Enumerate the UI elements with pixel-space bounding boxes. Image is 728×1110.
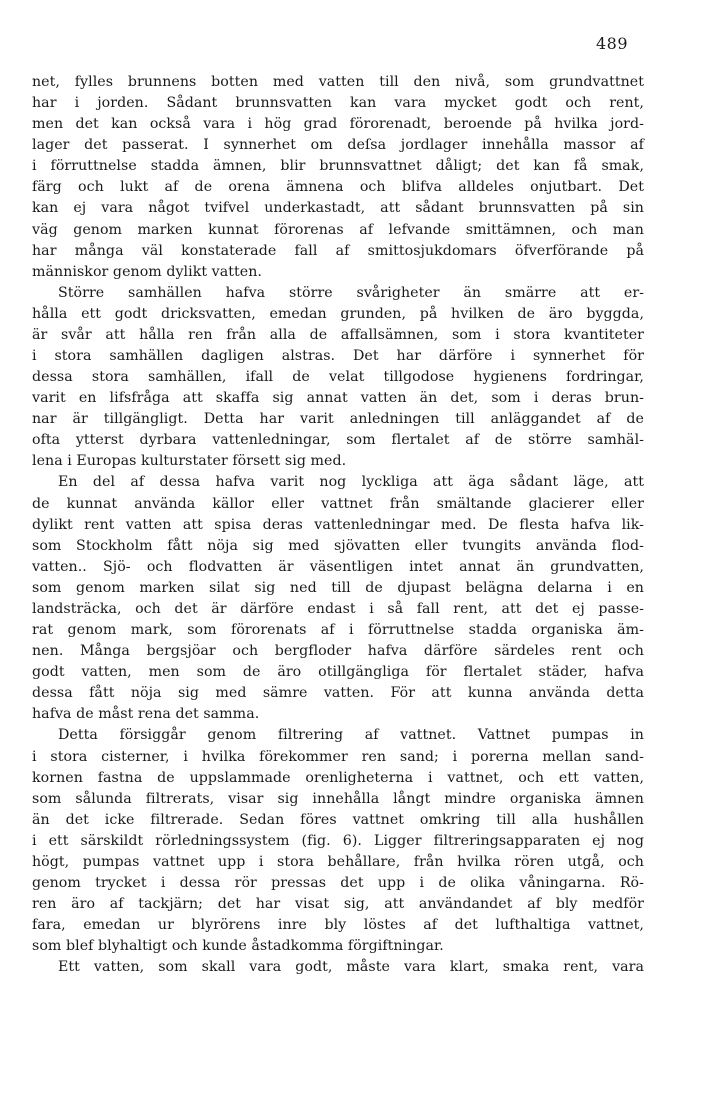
text-line: människor genom dylikt vatten. bbox=[32, 263, 262, 280]
text-line: än det icke filtrerade. Sedan föres vattnet omkring till alla hushållen bbox=[32, 811, 644, 828]
text-line: som sålunda filtrerats, visar sig innehålla långt mindre organiska ämnen bbox=[32, 790, 644, 807]
text-line: färg och lukt af de orena ämnena och blifva alldeles onjutbart. Det bbox=[32, 179, 644, 196]
text-line: genom trycket i dessa rör pressas det upp i de olika våningarna. Rö- bbox=[32, 874, 644, 891]
text-line: varit en lifsfråga att skaffa sig annat vatten än det, som i deras brun- bbox=[32, 390, 644, 407]
text-line: nen. Många bergsjöar och bergfloder hafva därföre särdeles rent och bbox=[32, 643, 644, 660]
text-line: som Stockholm fått nöja sig med sjövatten eller tvungits använda flod- bbox=[32, 537, 644, 554]
page-number: 489 bbox=[596, 34, 629, 53]
text-line: har i jorden. Sådant brunnsvatten kan vara mycket godt och rent, bbox=[32, 95, 644, 112]
text-line: landsträcka, och det är därföre endast i så fall rent, att det ej passe- bbox=[32, 600, 644, 617]
text-line: i förruttnelse stadda ämnen, blir brunnsvattnet dåligt; det kan få smak, bbox=[32, 158, 644, 175]
text-line: har många väl konstaterade fall af smittosjukdomars öfverförande på bbox=[32, 242, 644, 259]
text-line: rat genom mark, som förorenats af i förruttnelse stadda organiska äm- bbox=[32, 622, 644, 639]
text-line: Ett vatten, som skall vara godt, måste vara klart, smaka rent, vara bbox=[58, 959, 644, 976]
text-line: men det kan också vara i hög grad förorenadt, beroende på hvilka jord- bbox=[32, 116, 644, 133]
text-line: fara, emedan ur blyrörens inre bly löstes af det lufthaltiga vattnet, bbox=[32, 917, 644, 934]
text-line: i ett särskildt rörledningssystem (fig. 6). Ligger filtreringsapparaten ej nog bbox=[32, 832, 644, 849]
text-line: i stora cisterner, i hvilka förekommer ren sand; i porerna mellan sand- bbox=[32, 748, 644, 765]
text-line: lena i Europas kulturstater försett sig med. bbox=[32, 453, 347, 470]
text-line: hafva de måst rena det samma. bbox=[32, 706, 260, 723]
text-line: vatten.. Sjö- och flodvatten är väsentligen intet annat än grundvatten, bbox=[32, 558, 644, 575]
text-line: ofta ytterst dyrbara vattenledningar, som flertalet af de större samhäl- bbox=[32, 432, 644, 449]
text-line: de kunnat använda källor eller vattnet från smältande glacierer eller bbox=[32, 495, 644, 512]
text-line: dylikt rent vatten att spisa deras vattenledningar med. De flesta hafva lik- bbox=[32, 516, 644, 533]
text-line: högt, pumpas vattnet upp i stora behållare, från hvilka rören utgå, och bbox=[32, 853, 644, 870]
text-line: Större samhällen hafva större svårigheter än smärre att er- bbox=[58, 284, 644, 301]
text-line: är svår att hålla ren från alla de affallsämnen, som i stora kvantiteter bbox=[32, 326, 644, 343]
text-line: Detta försiggår genom filtrering af vattnet. Vattnet pumpas in bbox=[58, 727, 644, 744]
text-line: som genom marken silat sig ned till de djupast belägna delarna i en bbox=[32, 579, 644, 596]
text-line: godt vatten, men som de äro otillgängliga för flertalet städer, hafva bbox=[32, 664, 644, 681]
text-line: dessa fått nöja sig med sämre vatten. För att kunna använda detta bbox=[32, 685, 644, 702]
body-text bbox=[32, 72, 644, 978]
text-line: som blef blyhaltigt och kunde åstadkomma förgiftningar. bbox=[32, 938, 444, 955]
text-line: kan ej vara något tvifvel underkastadt, att sådant brunnsvatten på sin bbox=[32, 200, 644, 217]
text-line: net, fylles brunnens botten med vatten till den nivå, som grundvattnet bbox=[32, 74, 644, 90]
text-line: väg genom marken kunnat förorenas af lefvande smittämnen, och man bbox=[32, 221, 644, 238]
text-line: lager det passerat. I synnerhet om deſsa jordlager innehålla massor af bbox=[32, 137, 644, 154]
text-line: kornen fastna de uppslammade orenligheterna i vattnet, och ett vatten, bbox=[32, 769, 644, 786]
text-line: i stora samhällen dagligen alstras. Det har därföre i synnerhet för bbox=[32, 348, 644, 365]
text-line: ren äro af tackjärn; det har visat sig, att användandet af bly medför bbox=[32, 896, 644, 913]
text-line: hålla ett godt dricksvatten, emedan grunden, på hvilken de äro byggda, bbox=[32, 305, 644, 322]
text-line: En del af dessa hafva varit nog lyckliga att äga sådant läge, att bbox=[58, 474, 644, 491]
text-line: dessa stora samhällen, ifall de velat tillgodose hygienens fordringar, bbox=[32, 369, 644, 386]
text-line: nar är tillgängligt. Detta har varit anledningen till anläggandet af de bbox=[32, 411, 644, 428]
